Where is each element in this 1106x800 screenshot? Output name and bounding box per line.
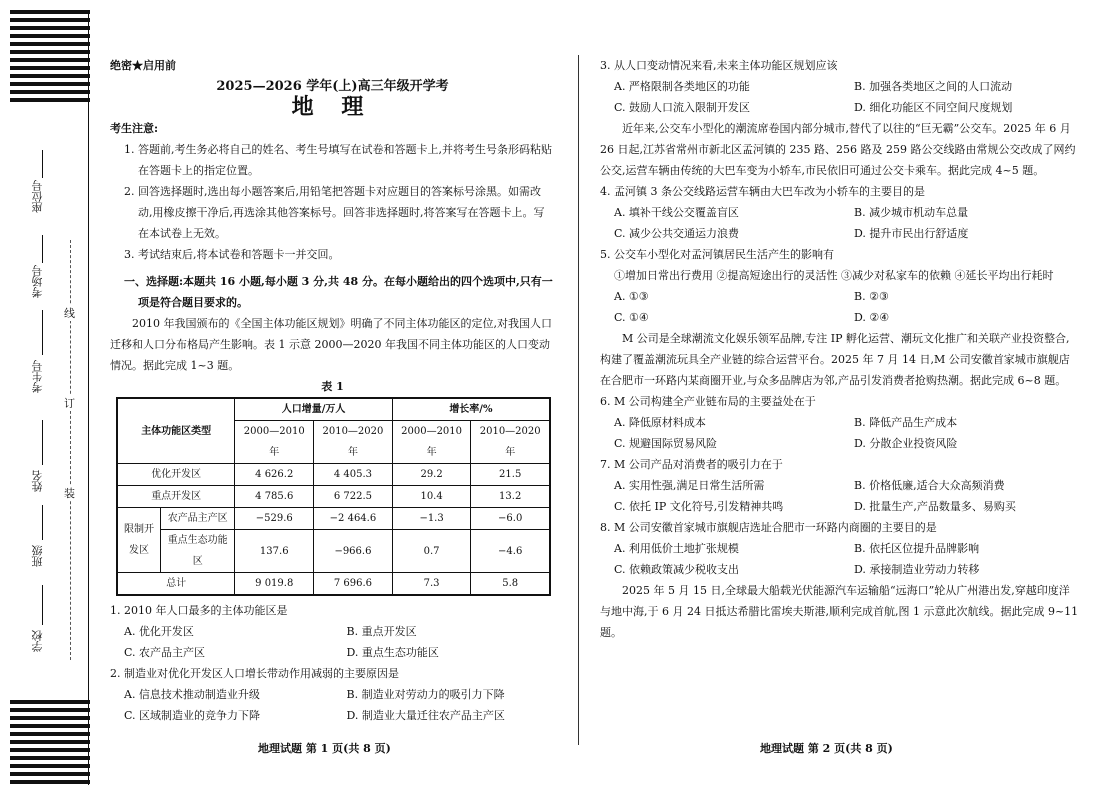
question-1-options xyxy=(110,621,555,642)
question-8-options xyxy=(600,559,1080,580)
option: D. 提升市民出行舒适度 xyxy=(854,227,969,240)
option: B. 依托区位提升品牌影响 xyxy=(854,542,980,555)
barcode-stripes-top xyxy=(10,10,90,106)
question-6-stem: 6. M 公司构建全产业链布局的主要益处在于 xyxy=(600,395,816,408)
option: A. 降低原材料成本 xyxy=(614,416,706,429)
question-1-stem: 1. 2010 年人口最多的主体功能区是 xyxy=(110,604,288,617)
field-school: 学校 xyxy=(31,630,44,652)
question-7-stem: 7. M 公司产品对消费者的吸引力在于 xyxy=(600,458,783,471)
cell: 6 722.5 xyxy=(314,486,393,508)
barcode-stripes-bottom xyxy=(10,700,90,788)
option: D. 分散企业投资风险 xyxy=(854,437,958,450)
option: D. 制造业大量迁往农产品主产区 xyxy=(346,709,505,722)
option: D. 细化功能区不同空间尺度规划 xyxy=(854,101,1013,114)
footer-page-1: 地理试题 第 1 页(共 8 页) xyxy=(258,742,391,755)
population-table xyxy=(116,397,551,596)
option: A. 信息技术推动制造业升级 xyxy=(124,688,260,701)
cell: 4 626.2 xyxy=(235,464,314,486)
field-line xyxy=(42,585,43,625)
question-4-options xyxy=(600,223,1080,244)
option: B. 价格低廉,适合大众高频消费 xyxy=(854,479,1005,492)
cell: 0.7 xyxy=(392,530,471,573)
table-caption: 表 1 xyxy=(321,380,344,393)
question-3-stem: 3. 从人口变动情况来看,未来主体功能区规划应该 xyxy=(600,59,838,72)
option: B. 减少城市机动车总量 xyxy=(854,206,969,219)
question-3-options xyxy=(600,76,1080,97)
question-3-options xyxy=(600,97,1080,118)
seal-pack-char: 装 xyxy=(64,487,75,500)
option: D. ②④ xyxy=(854,311,890,324)
option: B. 制造业对劳动力的吸引力下降 xyxy=(346,688,505,701)
cell: −966.6 xyxy=(314,530,393,573)
question-8-stem: 8. M 公司安徽首家城市旗舰店选址合肥市一环路内商圈的主要目的是 xyxy=(600,521,937,534)
question-6-options xyxy=(600,433,1080,454)
option: C. 鼓励人口流入限制开发区 xyxy=(614,101,751,114)
header-pop: 人口增量/万人 xyxy=(235,398,392,421)
question-5-options xyxy=(600,307,1080,328)
table-row xyxy=(117,486,550,508)
question-5-options xyxy=(600,286,1080,307)
notice-item: 3. 考试结束后,将本试卷和答题卡一并交回。 xyxy=(124,248,340,261)
option: B. 加强各类地区之间的人口流动 xyxy=(854,80,1013,93)
secret-label: 绝密★启用前 xyxy=(110,59,176,72)
question-5-items: ①增加日常出行费用 ②提高短途出行的灵活性 ③减少对私家车的依赖 ④延长平均出行耗时 xyxy=(614,269,1054,282)
cell: 137.6 xyxy=(235,530,314,573)
header-period: 2010—2020 年 xyxy=(314,421,393,464)
option: B. ②③ xyxy=(854,290,889,303)
exam-title: 2025—2026 学年(上)高三年级开学考 xyxy=(216,79,449,94)
option: C. 依赖政策减少税收支出 xyxy=(614,563,740,576)
cell: 13.2 xyxy=(471,486,550,508)
option: C. 农产品主产区 xyxy=(124,646,206,659)
option: C. 区域制造业的竞争力下降 xyxy=(124,709,261,722)
field-class: 班级 xyxy=(31,545,44,567)
cut-line xyxy=(70,240,72,660)
option: A. 实用性强,满足日常生活所需 xyxy=(614,479,765,492)
passage-1: 2010 年我国颁布的《全国主体功能区规划》明确了不同主体功能区的定位,对我国人口迁移和人口分布格局产生影响。表 1 示意 2000—2020 年我国不同主体功能区的人口变动情况。据此完成 1~3 题。 xyxy=(110,317,552,372)
cell: 29.2 xyxy=(392,464,471,486)
option: D. 重点生态功能区 xyxy=(346,646,439,659)
question-8-options xyxy=(600,538,1080,559)
row-label: 总计 xyxy=(117,573,235,596)
cell: −529.6 xyxy=(235,508,314,530)
table-row xyxy=(117,508,550,530)
option: D. 承接制造业劳动力转移 xyxy=(854,563,980,576)
cell: 7 696.6 xyxy=(314,573,393,596)
option: A. 严格限制各类地区的功能 xyxy=(614,80,750,93)
notice-title: 考生注意: xyxy=(110,122,159,135)
option: C. 规避国际贸易风险 xyxy=(614,437,718,450)
option: D. 批量生产,产品数量多、易购买 xyxy=(854,500,1016,513)
option: C. ①④ xyxy=(614,311,649,324)
page-2-column xyxy=(600,55,1080,643)
cell: 10.4 xyxy=(392,486,471,508)
row-group-label: 限制开发区 xyxy=(117,508,161,573)
question-1-options xyxy=(110,642,555,663)
question-2-stem: 2. 制造业对优化开发区人口增长带动作用减弱的主要原因是 xyxy=(110,667,399,680)
row-label: 农产品主产区 xyxy=(161,508,235,530)
binding-border xyxy=(88,10,89,785)
field-line xyxy=(42,310,43,355)
cell: 4 785.6 xyxy=(235,486,314,508)
cell: −4.6 xyxy=(471,530,550,573)
table-row xyxy=(117,530,550,573)
question-6-options xyxy=(600,412,1080,433)
binding-margin xyxy=(0,0,100,800)
header-period: 2000—2010 年 xyxy=(235,421,314,464)
table-row xyxy=(117,573,550,596)
option: A. 优化开发区 xyxy=(124,625,194,638)
subject-title: 地 理 xyxy=(291,94,374,120)
cell: 9 019.8 xyxy=(235,573,314,596)
field-exam-room: 考场号 xyxy=(31,265,44,298)
question-5-stem: 5. 公交车小型化对孟河镇居民生活产生的影响有 xyxy=(600,248,834,261)
page-1-column xyxy=(110,55,555,726)
notice-item: 2. 回答选择题时,选出每小题答案后,用铅笔把答题卡对应题目的答案标号涂黑。如需改动,用橡皮擦干净后,再选涂其他答案标号。回答非选择题时,将答案写在答题卡上。写在本试卷上无效。 xyxy=(124,185,545,240)
header-rate: 增长率/% xyxy=(392,398,550,421)
section-title: 一、选择题:本题共 16 小题,每小题 3 分,共 48 分。在每小题给出的四个选项中,只有一项是符合题目要求的。 xyxy=(124,275,553,309)
option: A. 利用低价土地扩张规模 xyxy=(614,542,739,555)
field-name: 姓名 xyxy=(31,470,44,492)
option: B. 重点开发区 xyxy=(346,625,417,638)
option: B. 降低产品生产成本 xyxy=(854,416,958,429)
cell: 5.8 xyxy=(471,573,550,596)
cell: 4 405.3 xyxy=(314,464,393,486)
header-period: 2010—2020 年 xyxy=(471,421,550,464)
row-label: 重点生态功能区 xyxy=(161,530,235,573)
seal-line-char: 线 xyxy=(64,307,75,320)
question-7-options xyxy=(600,496,1080,517)
footer-page-2: 地理试题 第 2 页(共 8 页) xyxy=(760,742,893,755)
cell: −6.0 xyxy=(471,508,550,530)
seal-bind-char: 订 xyxy=(64,397,75,410)
cell: 21.5 xyxy=(471,464,550,486)
table-row xyxy=(117,464,550,486)
question-2-options xyxy=(110,684,555,705)
question-2-options xyxy=(110,705,555,726)
passage-3: M 公司是全球潮流文化娱乐领军品牌,专注 IP 孵化运营、潮玩文化推广和关联产业投资整合,构建了覆盖潮流玩具全产业链的综合运营平台。2025 年 7 月 14 日,M 公司安徽首家城市旗舰店在合肥市一环路内某商圈开业,与众多品牌店为邻,产品引发消费者抢购热潮。据此完成 6~8 题。 xyxy=(600,332,1070,387)
field-line xyxy=(42,235,43,263)
option: C. 依托 IP 文化符号,引发精神共鸣 xyxy=(614,500,784,513)
question-7-options xyxy=(600,475,1080,496)
option: A. ①③ xyxy=(614,290,649,303)
field-seat-number: 座位号 xyxy=(31,180,44,213)
notice-item: 1. 答题前,考生务必将自己的姓名、考生号填写在试卷和答题卡上,并将考生号条形码粘贴在答题卡上的指定位置。 xyxy=(124,143,552,177)
cell: 7.3 xyxy=(392,573,471,596)
column-divider xyxy=(578,55,579,745)
option: C. 减少公共交通运力浪费 xyxy=(614,227,740,240)
option: A. 填补干线公交覆盖盲区 xyxy=(614,206,739,219)
row-label: 重点开发区 xyxy=(117,486,235,508)
question-4-options xyxy=(600,202,1080,223)
cell: −2 464.6 xyxy=(314,508,393,530)
passage-2: 近年来,公交车小型化的潮流席卷国内部分城市,替代了以往的“巨无霸”公交车。2025 年 6 月 26 日起,江苏省常州市新北区孟河镇的 235 路、256 路及 259 路公交线路由常规公交改成了网约公交,运营车辆由传统的大巴车变为小轿车,市民依旧可通过公交卡乘车。据此完成 4~5 题。 xyxy=(600,122,1076,177)
cell: −1.3 xyxy=(392,508,471,530)
header-type: 主体功能区类型 xyxy=(117,398,235,464)
header-period: 2000—2010 年 xyxy=(392,421,471,464)
row-label: 优化开发区 xyxy=(117,464,235,486)
field-line xyxy=(42,420,43,465)
question-4-stem: 4. 孟河镇 3 条公交线路运营车辆由大巴车改为小轿车的主要目的是 xyxy=(600,185,925,198)
field-line xyxy=(42,150,43,178)
field-line xyxy=(42,505,43,540)
field-student-number: 考生号 xyxy=(31,360,44,393)
passage-4: 2025 年 5 月 15 日,全球最大船载光伏能源汽车运输船“远海口”轮从广州港出发,穿越印度洋与地中海,于 6 月 24 日抵达希腊比雷埃夫斯港,顺利完成首航,图 1 示意此次航线。据此完成 9~11 题。 xyxy=(600,584,1079,639)
